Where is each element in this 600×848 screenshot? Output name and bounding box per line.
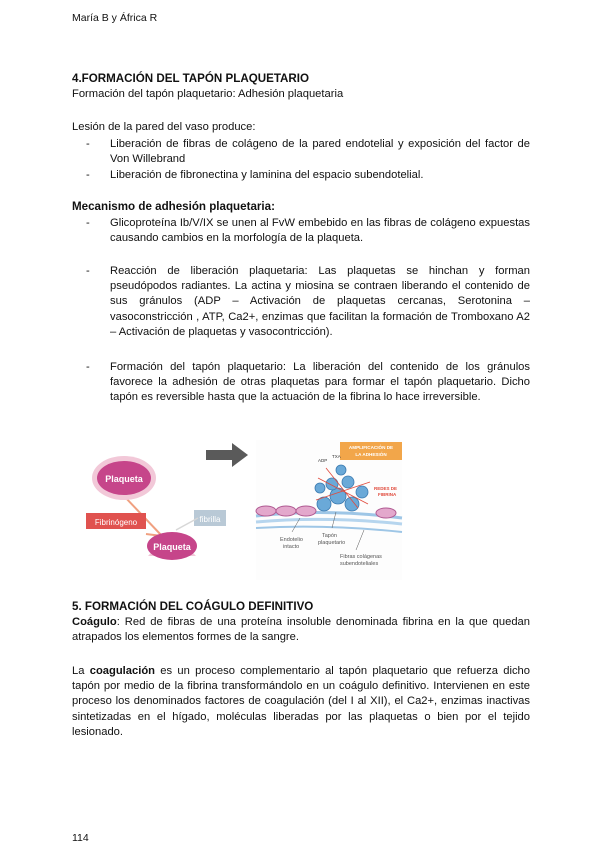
list-item (86, 216, 530, 246)
mechanism-title: Mecanismo de adhesión plaquetaria: (72, 200, 275, 213)
list-item (86, 360, 530, 406)
adp-label: ADP (318, 458, 328, 463)
right-panel (256, 440, 402, 580)
section-4-subtitle: Formación del tapón plaquetario: Adhesión plaquetaria (72, 88, 344, 100)
figure-svg (86, 438, 404, 582)
platelet-bottom-label: Plaqueta (153, 542, 191, 552)
list-item-text: Reacción de liberación plaquetaria: Las plaquetas se hinchan y forman pseudópodos radiantes. La actina y miosina se contraen liberando el contenido de sus gránulos (ADP – Activación de plaquetas cercanas, Serotonina – vasoconstricción , ATP, Ca2+, enzimas que facilitan la formación de Tromboxano A2 – Activación de plaquetas y vasocontricción). (110, 265, 530, 338)
list-item (86, 137, 530, 167)
coag-prefix: La (72, 665, 90, 677)
arrow-right-icon (206, 443, 248, 467)
coag-text: es un proceso complementario al tapón plaquetario que refuerza dicho tapón por medio de la fibrina transformándolo en un coágulo definitivo. Intervienen en este proceso los denominados factores de coagulación (del I al XII), el Ca2+, enzimas inactivas sintetizadas en el hígado, moléculas liberadas por las plaquetas o bien por el tejido lesionado. (72, 665, 530, 738)
svg-text:subendoteliales: subendoteliales (340, 561, 379, 567)
list-item-text: Liberación de fibras de colágeno de la pared endotelial y exposición del factor de Von Willebrand (110, 138, 530, 166)
platelet-adhesion-figure (86, 438, 404, 582)
list-item-text: Glicoproteína Ib/V/IX se unen al FvW embebido en las fibras de colágeno expuestas causando cambios en la morfología de la plaqueta. (110, 217, 530, 245)
list-dash: - (86, 265, 90, 277)
svg-text:Tapón: Tapón (322, 533, 337, 539)
section-4-title: 4.FORMACIÓN DEL TAPÓN PLAQUETARIO (72, 72, 310, 85)
page-header: María B y África R (72, 12, 158, 24)
list-dash: - (86, 138, 90, 150)
lesion-intro: Lesión de la pared del vaso produce: (72, 121, 256, 133)
svg-text:AMPLIFICACIÓN DE: AMPLIFICACIÓN DE (348, 445, 394, 450)
svg-text:Endotelio: Endotelio (280, 537, 303, 543)
svg-text:REDES DE: REDES DE (374, 486, 398, 491)
list-item-text: Liberación de fibronectina y laminina del espacio subendotelial. (110, 169, 424, 181)
txa-label: TXA (332, 454, 341, 459)
svg-text:FIBRINA: FIBRINA (378, 492, 397, 497)
list-item-text: Formación del tapón plaquetario: La liberación del contenido de los gránulos favorece la adhesión de otras plaquetas para formar el tapón plaquetario. Dicho tapón es reversible hasta que la actuación de la fibrina lo hace irreversible. (110, 361, 530, 404)
list-dash: - (86, 361, 90, 373)
coag-term: coagulación (89, 665, 156, 677)
clot-def-text: : Red de fibras de una proteína insoluble denominada fibrina en la que quedan atrapados los elementos formes de la sangre. (72, 616, 530, 644)
left-panel (86, 456, 226, 560)
page-number: 114 (72, 832, 89, 844)
list-item (86, 168, 530, 183)
svg-text:intacto: intacto (283, 544, 300, 550)
svg-text:LA ADHESIÓN: LA ADHESIÓN (355, 452, 387, 457)
fibrin-label: fibrilla (199, 515, 221, 524)
list-item (86, 264, 530, 340)
list-dash: - (86, 169, 90, 181)
coagulation-paragraph (72, 664, 530, 740)
platelet-top-label: Plaqueta (105, 474, 143, 484)
clot-definition (72, 615, 530, 645)
svg-text:plaquetario: plaquetario (318, 540, 346, 546)
list-dash: - (86, 217, 90, 229)
svg-text:Fibras colágenas: Fibras colágenas (340, 554, 382, 560)
fibrinogen-label: Fibrinógeno (94, 518, 138, 527)
section-5-title: 5. FORMACIÓN DEL COÁGULO DEFINITIVO (72, 600, 314, 613)
clot-term: Coágulo (72, 616, 117, 628)
